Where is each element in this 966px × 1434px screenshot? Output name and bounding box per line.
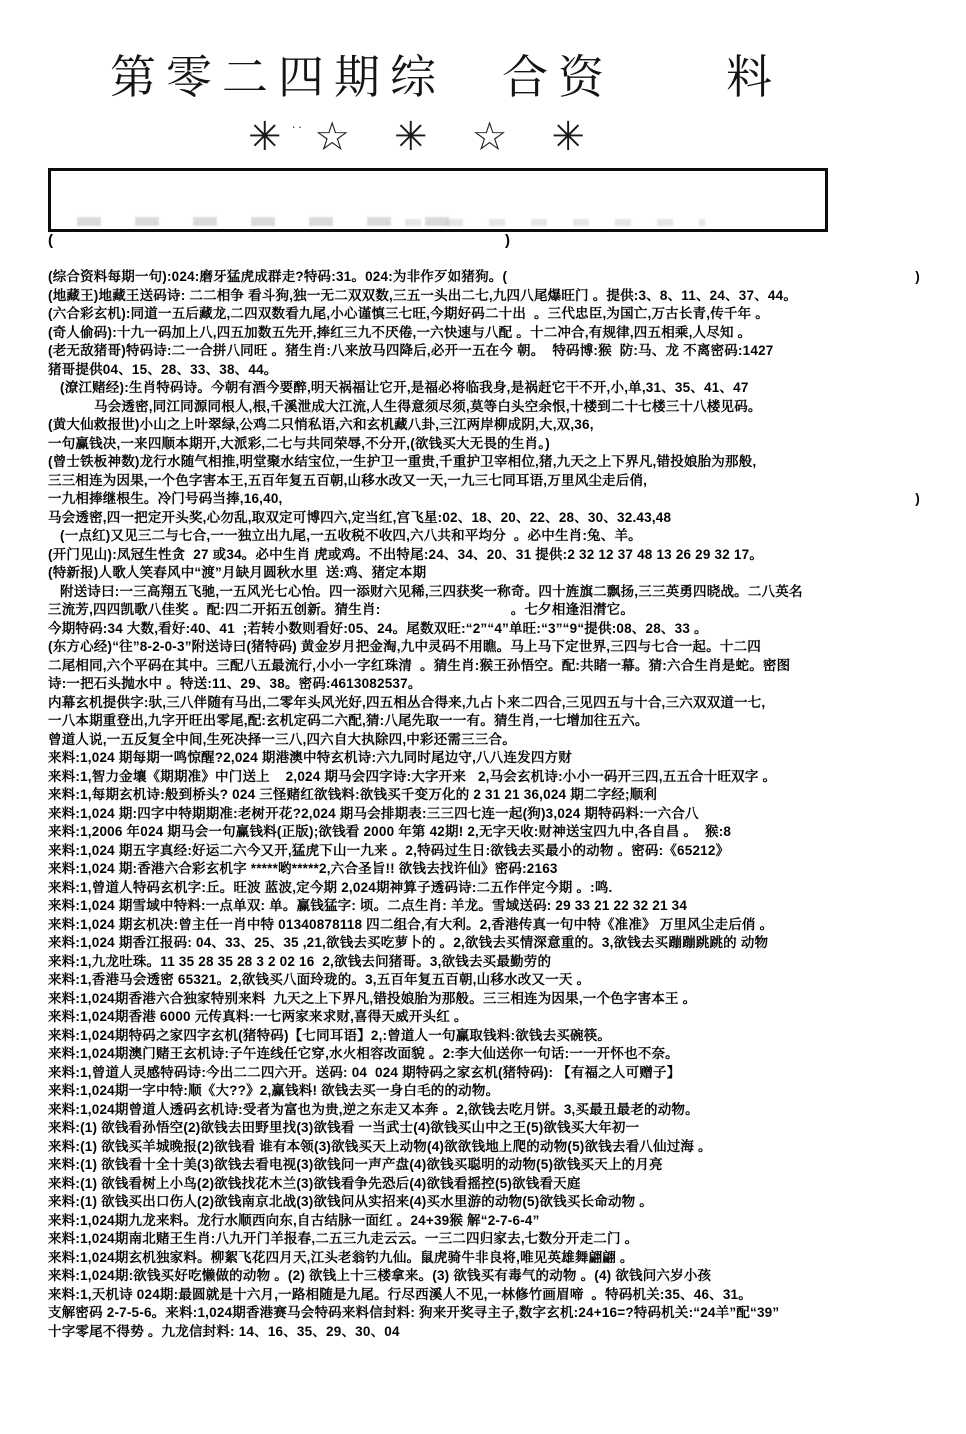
text-line: [48, 546, 932, 565]
text-line: [48, 620, 932, 639]
line-text: 一八本期重登出,九字开旺出零尾,配:玄机定码二六配,猜:八尾先取一一有。猜生肖,一七增加往五六。: [48, 713, 649, 728]
line-text: 来料:1,024期九龙来料。龙行水顺西向东,自古结脉一面红 。24+39猴 解“2-7-6-4”: [48, 1212, 540, 1228]
line-text: 来料:1,024 期:香港六合彩玄机字 *****哟*****2,六合圣旨!! 欲钱去找许仙》密码:2163: [48, 861, 558, 876]
text-line: [48, 1101, 932, 1120]
text-line: [48, 897, 932, 916]
line-text: 来料:1,024期一字中特:顺《大??》2,赢钱料! 欲钱去买一身白毛的的动物。: [48, 1083, 500, 1098]
close-paren-mark: ): [505, 232, 510, 249]
line-text: 三三相连为因果,一个色字害本王,五百年复五百朝,山移水改又一天,一九三七同耳语,万里风尘走后俏,: [48, 472, 648, 488]
text-line: [48, 694, 932, 713]
line-text: (黄大仙救报世)小山之上叶翠绿,公鸡二只悄私语,六和玄机藏八卦,三江两岸柳成阴,大,双,36,: [48, 417, 594, 432]
blank-notice-box: [48, 168, 828, 232]
line-text: (地藏王)地藏王送码诗: 二二相争 看斗狗,独一无二双双数,三五一头出二七,九四八尾爆旺门 。提供:3、8、11、24、37、44。: [48, 287, 798, 303]
line-text: 来料:1,智力金壤《期期准》中门送上 2,024 期马会四字诗:大字开来 2,马会玄机诗:小小一码开三四,五五合十旺双字 。: [48, 768, 777, 784]
text-line: [48, 1008, 932, 1027]
line-text: 来料:1,024 期雪域中特料:一点单双: 单。赢钱猛字: 顷。二点生肖: 羊龙。雪域送码: 29 33 21 22 32 21 34: [48, 898, 688, 913]
text-line: [48, 1156, 932, 1175]
text-line: [48, 916, 932, 935]
open-star-icon: ☆: [471, 115, 508, 159]
text-line: [48, 768, 932, 787]
line-text: (老无敌猪哥)特码诗:二一合拼八同旺 。猪生肖:八来放马四降后,必开一五在今 朝。 特码博:猴 防:马、龙 不离密码:1427: [48, 343, 774, 358]
line-text: 一句赢钱决,一来四顺本期开,大派彩,二七与共同荣辱,不分开,(欲钱买大无畏的生肖。): [48, 435, 550, 451]
text-line: [48, 712, 932, 731]
line-text: (潦江赌经):生肖特码诗。今朝有酒今要醉,明天祸福让它开,是福必将临我身,是祸赶它干不开,小,单,31、35、41、47: [60, 380, 749, 395]
line-text: 来料:1,2006 年024 期马会一句赢钱料(正版);欲钱看 2000 年第 42期! 2,无字天收:财神送宝四九中,各自昌 。 猴:8: [48, 824, 732, 839]
text-line: [48, 472, 932, 491]
text-line: [48, 527, 932, 546]
line-text: 今期特码:34 大数,看好:40、41 ;若转小数则看好:05、24。尾数双旺:“2”“4”单旺:“3”“9“提供:08、28、33 。: [48, 620, 708, 636]
line-text: 来料:(1) 欲钱买出口伤人(2)欲钱南京北战(3)欲钱问从实招来(4)买水里游的动物(5)欲钱买长命动物 。: [48, 1194, 653, 1209]
lottery-info-sheet: [0, 46, 966, 1434]
text-line: [48, 1045, 932, 1064]
text-line: [48, 453, 932, 472]
asterisk-star-icon: ✳: [551, 115, 585, 159]
line-text: 来料:1,024期曾道人透码玄机诗:受者为富也为贵,逆之东走又本奔 。2,欲钱去吃月饼。3,买最丑最老的动物。: [48, 1101, 699, 1117]
text-line: [48, 342, 932, 361]
text-line: [48, 1323, 932, 1342]
line-text: 曾道人说,一五反复全中间,生死决择一三八,四六自大执除四,中彩还需三三合。: [48, 731, 516, 747]
text-line: [48, 509, 932, 528]
text-line: [48, 990, 932, 1009]
line-text: 来料:1,曾道人灵感特码诗:今出二二四六开。送码: 04 024 期特码之家玄机(猪特码): 【有福之人可赠子】: [48, 1064, 681, 1080]
open-star-icon: ☆: [314, 115, 351, 159]
text-line: [48, 287, 932, 306]
line-text: 来料:(1) 欲钱看树上小鸟(2)欲钱找花木兰(3)欲钱看争先恐后(4)欲钱看摇控(5)欲钱看天庭: [48, 1175, 581, 1191]
line-text: (开门见山):凤冠生性贪 27 或34。必中生肖 虎或鸡。不出特尾:24、34、20、31 提供:2 32 12 37 48 13 26 29 32 17。: [48, 546, 764, 562]
text-line: [48, 1138, 932, 1157]
asterisk-star-icon: ✳: [248, 115, 282, 159]
line-close-paren: ): [915, 491, 920, 506]
text-line: [48, 971, 932, 990]
text-line: [48, 379, 932, 398]
text-line: [48, 583, 932, 602]
line-text: 支解密码 2-7-5-6。来料:1,024期香港赛马会特码来料信封料: 狗来开奖寻主子,数字玄机:24+16=?特码机关:“24羊”配“39”: [48, 1305, 780, 1320]
line-text: 猪哥提供04、15、28、33、38、44。: [48, 361, 278, 377]
sheet-content: [0, 46, 966, 1341]
line-text: 来料:1,每期玄机诗:般到桥头? 024 三怪赌红欲钱料:欲钱买千变万化的 2 31 21 36,024 期二字经;顺利: [48, 787, 658, 802]
line-text: 附送诗曰:一三高翔五飞驰,一五风光七心怡。四一添财六见稀,三四获奖一称奇。四十旌旗二飘扬,三三英勇四晓战。二八英名: [60, 583, 803, 599]
line-text: 来料:1,024期:欲钱买好吃懒做的动物 。(2) 欲钱上十三楼拿来。(3) 欲钱买有毒气的动物 。(4) 欲钱问六岁小孩: [48, 1268, 712, 1283]
text-line: [48, 749, 932, 768]
text-line: [48, 601, 932, 620]
text-line: [48, 1175, 932, 1194]
text-line: [48, 675, 932, 694]
line-text: (东方心经)“往”8-2-0-3”附送诗曰(猪特码) 黄金岁月把金淘,九中灵码不用瞧。马上马下定世界,三四与七合一起。十二四: [48, 639, 761, 654]
line-text: 来料:1,024 期玄机决:曾主任一肖中特 01340878118 四二组合,有大利。2,香港传真一句中特《准准》 万里风尘走后俏 。: [48, 916, 774, 932]
line-text: 来料:1,024期特码之家四字玄机(猪特码)【七同耳语】2,:曾道人一句赢取钱料:欲钱去买碗筷。: [48, 1027, 612, 1043]
line-text: 来料:1,天机诗 024期:最圆就是十六月,一路相随是九尾。行尽西溪人不见,一林修竹画眉啼 。特码机关:35、46、31。: [48, 1286, 752, 1302]
text-line: [48, 324, 932, 343]
text-line: [48, 416, 932, 435]
line-text: 内幕玄机提供字:驮,三八伴随有马出,二零年头风光好,四五相丛合得来,九占卜来二四合,三见四五与十合,三六双双道一七,: [48, 694, 766, 710]
line-text: 来料:1,024期澳门赌王玄机诗:子午连线任它穿,水火相容改面貌 。2:李大仙送你一句话:一一开怀也不奈。: [48, 1046, 679, 1061]
line-text: 来料:1,024期香港六合独家特别来料 九天之上下界凡,错投娘胎为那般。三三相连为因果,一个色字害本王 。: [48, 990, 697, 1006]
text-line: [48, 879, 932, 898]
paren-row: [48, 232, 932, 258]
text-line: [48, 1082, 932, 1101]
text-line: [48, 953, 932, 972]
line-text: 来料:1,024 期香江报码: 04、33、25、35 ,21,欲钱去买吃萝卜的 。2,欲钱去买情深意重的。3,欲钱去买蹦蹦跳跳的 动物: [48, 935, 769, 950]
text-line: [48, 1119, 932, 1138]
text-line: [48, 842, 932, 861]
text-line: [48, 1286, 932, 1305]
text-line: [48, 305, 932, 324]
text-line: [48, 1027, 932, 1046]
text-line: [48, 638, 932, 657]
line-text: 一九相捧继根生。冷门号码当捧,16,40,: [48, 491, 283, 506]
text-line: [48, 1193, 932, 1212]
text-line: [48, 398, 932, 417]
text-line: [48, 1304, 932, 1323]
line-text: (特新报)人歌人笑春风中“渡”月缺月圆秋水里 送:鸡、猪定本期: [48, 565, 427, 580]
line-text: 来料:1,024 期:四字中特期期准:老树开花?2,024 期马会排期表:三三四七连一起(狗)3,024 期特码料:一六合八: [48, 805, 699, 821]
text-line: [48, 1267, 932, 1286]
text-line: [48, 1064, 932, 1083]
line-text: 马会透密,四一把定开头奖,心勿乱,取双定可博四六,定当红,宫飞星:02、18、20、22、28、30、32.43,48: [48, 509, 672, 525]
text-line: [48, 490, 932, 509]
line-text: 来料:1,曾道人特码玄机字:丘。旺波 蓝波,定今期 2,024期神算子透码诗:二五作伴定今期 。:鸣.: [48, 879, 613, 895]
line-close-paren: ): [915, 269, 920, 284]
line-text: (一点红)又见三二与七合,一一独立出九尾,一五收税不收四,六八共和平均分 。必中生肖:兔、羊。: [60, 528, 642, 543]
line-text: (奇人偷码):十九一码加上八,四五加数五先开,捧红三九不厌倦,一六快速与八配 。十二冲合,有规律,四五相乘,人尽知 。: [48, 324, 752, 340]
text-line: [48, 805, 932, 824]
text-line: [48, 564, 932, 583]
line-text: (曾士铁板神数)龙行水随气相推,明堂聚水结宝位,一生护卫一重贵,千重护卫宰相位,猪,九天之上下界凡,错投娘胎为那般,: [48, 454, 757, 469]
dots-mark: ··: [291, 118, 305, 134]
line-text: 二尾相同,六个平码在其中。三配八五最流行,小小一字红珠清 。猜生肖:猴王孙悟空。配:共睹一幕。猜:六合生肖是蛇。密图: [48, 657, 791, 673]
line-text: 来料:(1) 欲钱买羊城晚报(2)欲钱看 谁有本领(3)欲钱买天上动物(4)欲欲钱地上爬的动物(5)欲钱去看八仙过海 。: [48, 1138, 712, 1154]
line-text: 来料:1,九龙吐珠。11 35 28 35 28 3 2 02 16 2,欲钱去问猪哥。3,欲钱去买最勤劳的: [48, 953, 552, 969]
star-decorations: [248, 110, 932, 164]
text-line: [48, 1230, 932, 1249]
line-text: (综合资料每期一句):024:磨牙猛虎成群走?特码:31。024:为非作歹如猪狗。(: [48, 269, 508, 284]
content-lines: [48, 268, 932, 1341]
text-line: [48, 361, 932, 380]
line-text: 来料:1,024期香港 6000 元传真料:一七两家来求财,喜得天威开头红 。: [48, 1009, 468, 1024]
page-title: 第零二四期综 合资 料: [110, 52, 782, 103]
text-line: [48, 786, 932, 805]
text-line: [48, 860, 932, 879]
line-text: 来料:(1) 欲钱看十全十美(3)欲钱去看电视(3)欲钱问一声产盘(4)欲钱买聪明的动物(5)欲钱买天上的月亮: [48, 1157, 663, 1172]
text-line: [48, 268, 932, 287]
line-text: 来料:1,024 期每期一鸣惊醒?2,024 期港澳中特玄机诗:六九同时尾边守,八八连发四方财: [48, 750, 572, 765]
line-text: (六合彩玄机):同道一五后藏龙,二四双数看九尾,小心谨慎三七旺,今期好码二十出 。三代忠臣,为国亡,万古长青,传千年 。: [48, 306, 769, 321]
line-text: 来料:1,024 期五字真经:好运二六今又开,猛虎下山一九来 。2,特码过生日:欲钱去买最小的动物 。密码:《65212》: [48, 842, 730, 858]
line-text: 马会透密,同江同源同根人,根,千溪泄成大江流,人生得意须尽须,莫等白头空余恨,十楼到二十七楼三十八楼见码。: [94, 398, 762, 414]
asterisk-star-icon: ✳: [394, 115, 428, 159]
text-line: [48, 934, 932, 953]
text-line: [48, 657, 932, 676]
text-line: [48, 1249, 932, 1268]
line-text: 来料:1,香港马会透密 65321。2,欲钱买八面玲珑的。3,五百年复五百朝,山移水改又一天 。: [48, 972, 591, 987]
line-text: 来料:1,024期南北赌王生肖:八九开门羊报春,二五三九走云云。一三二四归家去,七数分开走二门 。: [48, 1231, 639, 1246]
line-text: 来料:1,024期玄机独家料。柳絮飞花四月天,江头老翁钓九仙。鼠虎骑牛非良将,唯见英雄舞翩翩 。: [48, 1249, 634, 1265]
text-line: [48, 1212, 932, 1231]
line-text: 来料:(1) 欲钱看孙悟空(2)欲钱去田野里找(3)欲钱看 一当武士(4)欲钱买山中之王(5)欲钱买大年初一: [48, 1120, 640, 1135]
open-paren-mark: (: [48, 232, 53, 249]
line-text: 三流芳,四四凯歌八佳奖 。配:四二开拓五创新。猜生肖: 。七夕相逢泪潸它。: [48, 602, 635, 617]
text-line: [48, 435, 932, 454]
line-text: 十字零尾不得势 。九龙信封料: 14、16、35、29、30、04: [48, 1323, 400, 1339]
text-line: [48, 731, 932, 750]
text-line: [48, 823, 932, 842]
line-text: 诗:一把石头抛水中 。特送:11、29、38。密码:4613082537。: [48, 676, 422, 691]
